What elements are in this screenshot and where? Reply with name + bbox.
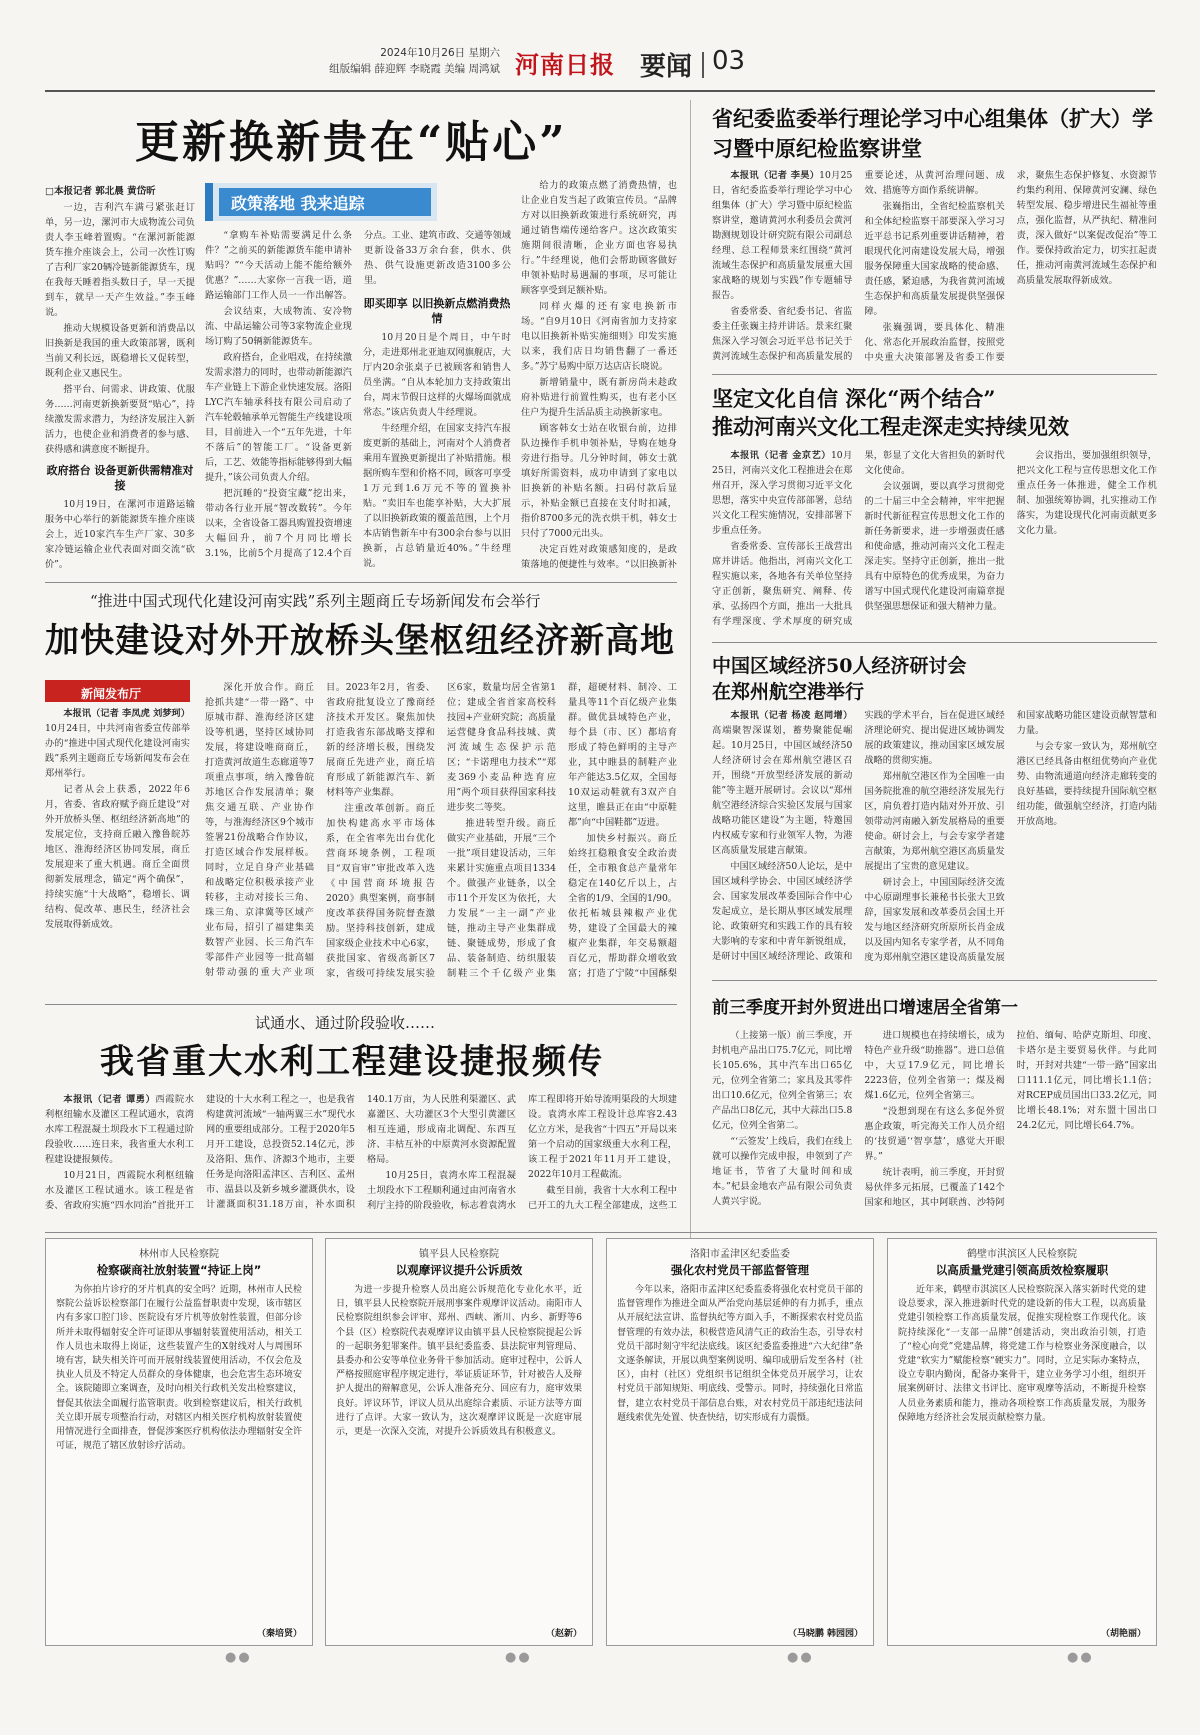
- paragraph: 今年以来，洛阳市孟津区纪委监委将强化农村党员干部的监督管理作为推进全面从严治党向基层延伸的有力抓手，重点从开展纪法宣讲、监督执纪等方面入手，不断探索农村党员监督管理的有效办法，积极营造风清气正的政治生态，引导农村党员干部时刻守牢纪法底线。该区纪委监委推进“六大纪律”条文逐条解读，开展以典型案例说明、编印成册后发至各村（社区），由村（社区）党组织书记组织全体党员开展学习，让农村党员干部知规矩、明底线、受警示。同时，持续强化日常监督，建立农村党员干部信息台账，对农村党员干部违纪违法问题线索优先处置、快查快结，切实形成有力震慑。: [617, 1285, 863, 1423]
- brief-box: [325, 1238, 593, 1646]
- brief-box: [606, 1238, 874, 1646]
- box-sign: （马晓鹏 韩园园）: [787, 1629, 863, 1639]
- paragraph: 决定百姓对政策感知度的，是政策落地的便捷性与效率。“以旧换新补: [521, 544, 677, 570]
- paragraph: 省委常委、宣传部长王战营出席并讲话。他指出，河南兴文化工程实施以来，各地各有关单位坚持守正创新，聚焦研究、阐释、传承、弘扬四个方面，推出一大批具有学理深度、学术厚度的研究成果，彰显了文化大省担负的新时代文化使命。: [712, 450, 1005, 627]
- paragraph: 省委常委、省纪委书记、省监委主任张巍主持并讲话。景来红聚焦深入学习领会习近平总书记关于黄河流域生态保护和高质量发展的重要论述，从黄河治理问题、成效、措施等方面作系统讲解。: [712, 170, 1005, 362]
- paragraph: 10月25日，河南兴文化工程推进会在郑州召开，深入学习贯彻习近平文化思想，落实中央宣传部部署，总结兴文化工程实施情况，安排部署下步重点任务。: [712, 450, 853, 536]
- art5-cols: [712, 448, 1157, 636]
- paragraph: 为进一步提升检察人员出庭公诉规范化专业化水平，近日，镇平县人民检察院开展刑事案件观摩评议活动。南阳市人民检察院组织参会评审、郑州、西峡、淅川、内乡、新野等6个县（区）检察院代表观摩评议由镇平县人民检察院提起公诉的一起职务犯罪案件。镇平县纪委监委、县法院审判管理局、县委办和公安等单位业务骨干参加活动。庭审过程中，公诉人严格按照庭审程序规定进行，举证质证环节，针对被告人及辩护人提出的辩解意见，公诉人准备充分、回应有力，庭审效果良好。评议环节，评议人员从出庭综合素质、示证方法等方面进行了点评。大家一致认为，这次观摩评议既是一次庭审展示，更是一次深入交流，对提升公诉质效具有积极意义。: [336, 1285, 582, 1438]
- paragraph: 高端聚智深谋划，蓄势聚能促崛起。10月25日，中国区域经济50人经济研讨会在郑州航空港区召开，围绕“开放型经济发展的新动能”等主题开展研讨。会议以“郑州航空港经济综合实验区发展与国家战略功能区建设”为主题，特邀国内权威专家和行业领军人物，为港区高质量发展建言献策。: [712, 725, 853, 856]
- dots-ornament: ●●: [505, 1650, 532, 1665]
- paragraph: 中国区域经济50人论坛，是中国区域科学协会、中国区域经济学会、国家发展改革委国际合作中心发起成立，是长期从事区域发展理论、政策研究和实践工作的具有较大影响的专家和中青年新锐组成，是研讨中国区域经济理论、政策和实践的学术平台，旨在促进区域经济理论研究、提出促进区域协调发展的政策建议，推动国家区域发展战略的贯彻实施。: [712, 710, 1005, 962]
- art3-cols: [45, 1092, 677, 1222]
- dots-ornament: ●●: [1067, 1650, 1094, 1665]
- paragraph: 郑州航空港区作为全国唯一由国务院批准的航空港经济发展先行区，肩负着打造内陆对外开放、引领带动河南融入新发展格局的重要使命。研讨会上，与会专家学者建言献策，为郑州航空港区高质量发展提出了宝贵的意见建议。: [864, 771, 1005, 872]
- art1-col3b: [363, 290, 511, 572]
- art1-title: 更新换新贵在“贴心”: [135, 117, 568, 168]
- paragraph: 为你拍片诊疗的牙片机真的安全吗？近期，林州市人民检察院公益诉讼检察部门在履行公益监督职责中发现，该市辖区内有多家口腔门诊、医院设有牙片机等放射性装置，但部分诊所并未取得辐射安全许可证即从事辐射装置使用活动，相关工作人员也未取得上岗证，这些装置产生的X射线对人与周围环境有害，缺失相关许可而开展射线装置使用活动，不仅会危及执业人员及不特定人员群众的身体健康，也会危害生态环境安全。该院随即立案调查，及时向相关行政机关发出检察建议，督促其依法全面履行监管职责。收到检察建议后，相关行政机关立即开展专项整治行动，对辖区内相关医疗机构放射装置使用情况进行全面排查，督促涉案医疗机构依法办理辐射安全许可证，规范了辖区放射诊疗活动。: [56, 1285, 302, 1452]
- paragraph: 给力的政策点燃了消费热情，也让企业自发当起了政策宣传员。“品牌方对以旧换新政策进行系统研究，再通过销售端传递给客户。这次政策实施期间很清晰，企业方面也容易执行。”牛经理说，他们会帮助顾客做好申领补贴时易遇漏的事项，尽可能让顾客享受到足额补贴。: [521, 180, 677, 296]
- paragraph: 深化开放合作。商丘抢抓共建“一带一路”、中原城市群、淮海经济区建设等机遇，坚持区域协同发展，将建设唯商商丘，打造黄河故道生态廊道等7项重点事项，纳入豫鲁皖苏地区合作发展清单；聚焦交通互联、产业协作等，与淮海经济区9个城市签署21份战略合作协议，打造区域合作发展样板。同时，立足自身产业基础和战略定位积极承接产业转移，主动对接长三角、珠三角、京津冀等区域产业布局，招引了福建集美数智产业园、长三角汽车零部件产业园等一批高辐射带动强的重大产业项目。2023年2月，省委、省政府批复设立了豫商经济技术开发区。聚焦加快打造我省东部战略支撑和新的经济增长极，围绕发展商丘先进产业，商丘培育形成了新能源汽车、新材料等产业集群。: [205, 682, 435, 978]
- paragraph: 10月25日，省纪委监委举行理论学习中心组集体（扩大）学习暨中原纪检监察讲堂，邀请黄河水利委员会黄河勘测规划设计研究院有限公司副总经理、总工程师景来红围绕“黄河流域生态保护和高质量发展重大国家战略的规划与实践”作专题辅导报告。: [712, 170, 853, 301]
- art5-title-2: 推动河南兴文化工程走深走实持续见效: [712, 414, 1069, 439]
- paragraph: 推进转型升级。商丘做实产业基础，开展“三个一批”项目建设活动，三年来累计实施重点项目1334个。做强产业链条，以全市11个开发区为依托，大力发展“一主一副”产业链，推动主导产业集群成链、聚链成势，形成了食品、装备制造、纺织服装制鞋三个千亿级产业集群，超硬材料、制冷、工量具等11个百亿级产业集群。做优县域特色产业，每个县（市、区）都培育形成了特色鲜明的主导产业，其中睢县的制鞋产业年产能达3.5亿双，全国每10双运动鞋就有3双产自这里，睢县正在由“中原鞋都”向“中国鞋都”迈进。: [447, 682, 677, 979]
- brief-box: [887, 1238, 1157, 1646]
- paragraph: 10月19日，在漯河市道路运输服务中心举行的新能源货车推介座谈会上，近10家汽车生产厂家、30多家冷链运输企业代表面对面交流“砍价”。: [45, 499, 195, 570]
- box-org: 洛阳市孟津区纪委监委: [690, 1249, 790, 1260]
- paragraph: “‘云签发’上线后，我们在线上就可以操作完成申报，申领到了产地证书，节省了大量时间和成本。”杞县金地农产品有限公司负责人黄兴宇说。: [712, 1136, 853, 1207]
- paragraph: 研讨会上，中国国际经济交流中心原副理事长兼秘书长张大卫致辞，国家发展和改革委员会国土开发与地区经济研究所原所长肖金成以及国内知名专家学者，从不同角度为郑州航空港区建设高质量发展和国家战略功能区建设贡献智慧和力量。: [864, 710, 1157, 963]
- box-sign: （胡艳丽）: [1100, 1629, 1146, 1639]
- art2-byline: 本报讯（记者 李凤虎 刘梦珂）: [63, 708, 190, 719]
- paragraph: 新增销量中，既有新房尚未趁政府补贴进行前置性购买，也有老小区住户为提升生活品质主动换新家电。: [521, 377, 677, 418]
- art6-byline: 本报讯（记者 杨凌 赵同增）: [730, 710, 853, 721]
- paragraph: “拿购车补贴需要满足什么条件？”之前买的新能源货车能申请补贴吗？”“今天活动上能不能给额外优惠？”……大家你一言我一语，道路运输部门工作人员一一作出解答。: [205, 230, 352, 301]
- art4-bottom-rule: [712, 374, 1157, 375]
- art4-byline: 本报讯（记者 李昊）: [730, 170, 820, 181]
- paragraph: 会议指出，要加强组织领导，把兴文化工程与宣传思想文化工作重点任务一体推进，健全工作机制、加强统筹协调，扎实推动工作落实，为建设现代化河南贡献更多文化力量。: [1016, 450, 1157, 536]
- art5-byline: 本报讯（记者 金京艺）: [730, 450, 831, 461]
- paragraph: 会议结束，大成物流、安冷物流、中晶运输公司等3家物流企业现场订购了50辆新能源货车。: [205, 306, 352, 347]
- tag-accent: [205, 183, 213, 221]
- brief-box: [45, 1238, 313, 1646]
- paragraph: 近年来，鹤壁市淇滨区人民检察院深入落实新时代党的建设总要求，深入推进新时代党的建设新的伟大工程，以高质量党建引领检察工作高质量发展，促推实现检察工作现代化。该院持续深化“一支部一品牌”创建活动，突出政治引领，打造了“检心向党”党建品牌，将党建工作与检察业务深度融合，以党建“软实力”赋能检察“硬实力”。同时，立足实际办案特点，设立专职内勤岗，配备办案骨干，建立业务学习小组，组织开展案例研讨、法律文书评比、庭审观摩等活动，不断提升检察人员业务素质和能力，推动各项检察工作高质量发展，为服务保障地方经济社会发展贡献检察力量。: [898, 1285, 1146, 1423]
- art1-col1: [45, 200, 195, 572]
- box-body: [607, 1283, 873, 1633]
- policy-tag: 政策落地 我来追踪: [231, 194, 365, 213]
- paragraph: 顾客韩女士站在收银台前，边排队边操作手机申领补贴，导购在她身旁进行指导。几分钟时间，韩女士就填好所需资料，成功申请到了家电以旧换新的补贴名额。扫码付款后显示，补贴金额已直接在支付时扣减，指价8700多元的洗衣烘干机，韩女士只付了7000元出头。: [521, 423, 677, 539]
- paragraph: 一边，吉利汽车满弓紧张赶订单，另一边，漯河市大成物流公司负责人李玉峰着置购。“在漯河新能源货车推介座谈会上，公司一次性订购了吉利厂家20辆冷链新能源货车，现在我每天睡着指头数日子，早一天提到车，就早一天产生效益。”李玉峰说。: [45, 202, 195, 318]
- paragraph: 记者从会上获悉，2022年6月，省委、省政府赋予商丘建设“对外开放桥头堡、枢纽经济新高地”的发展定位，支持商丘融入豫鲁皖苏地区、淮海经济区协同发展，商丘发展迎来了重大机遇。商丘全面贯彻新发展理念，锚定“两个确保”，持续实施“十大战略”，稳增长、调结构、促改革、惠民生，经济社会发展取得新成效。: [45, 784, 190, 930]
- box-title: 检察碳商社放射装置“持证上岗”: [96, 1263, 262, 1277]
- paragraph: 10月21日，西霞院水利枢纽输水及灌区工程试通水。该工程是省委、省政府实施“四水同治”首批开工建设的十大水利工程之一，也是我省构建黄河流域“一轴两翼三水”现代水网的重要组成部分。工程于2020年5月开工建设，总投资52.14亿元，涉及洛阳、焦作、济源3个地市，主要任务是向洛阳孟津区、吉利区、孟州市、温县以及新乡城乡灌溉供水，设计灌溉面积31.18万亩，补水面积140.1万亩，为人民胜利渠灌区、武嘉灌区、大功灌区3个大型引黄灌区相互连通，形成南北调配、东西互济、丰枯互补的中原黄河水资源配置格局。: [45, 1094, 516, 1211]
- art6-title-2: 在郑州航空港举行: [712, 681, 865, 703]
- paragraph: 政府搭台，企业唱戏，在持续激发需求潜力的同时，也带动新能源汽车产业链上下游企业快速发展。洛阳LYC汽车轴承科技有限公司启动了汽车轮毂轴承单元智能生产线建设项目，目前进入一个“五年先进，十年不落后”的智能工厂。“设备更新后，工艺、效能等指标能够得到大幅提升，”该公司负责人介绍。: [205, 352, 353, 483]
- paragraph: 10月24日，中共河南省委宣传部举办的“推进中国式现代化建设河南实践”系列主题商丘专场新闻发布会在郑州举行。: [45, 723, 190, 779]
- box-sign: （赵新）: [545, 1629, 582, 1639]
- art6-title-1: 中国区域经济50人经济研讨会: [712, 655, 967, 677]
- box-sign: （秦培贤）: [256, 1629, 302, 1639]
- box-body: [888, 1283, 1156, 1633]
- art3-byline: 本报讯（记者 谭勇）: [63, 1094, 156, 1105]
- editors-line: 组版编辑 薛迎辉 李晓霞 美编 周鸿斌: [329, 63, 500, 75]
- art1-subhead-2: 即买即享 以旧换新点燃消费热情: [363, 297, 511, 325]
- art1-subhead-1: 政府搭台 设备更新供需精准对接: [46, 464, 194, 492]
- paragraph: 同样火爆的还有家电换新市场。“自9月10日《河南省加力支持家电以旧换新补贴实施细则》印发实施以来，我们店日均销售翻了一番还多。”苏宁易购中原万达店店长晓说。: [521, 301, 677, 372]
- art7-title: 前三季度开封外贸进出口增速居全省第一: [712, 998, 1018, 1018]
- art6-cols: [712, 708, 1157, 968]
- issue-date: 2024年10月26日 星期六: [380, 47, 500, 59]
- box-body: [326, 1283, 592, 1633]
- paragraph: 推动大规模设备更新和消费品以旧换新是我国的重大政策部署，既利当前又利长远，既稳增长又促转型，既利企业又惠民生。: [45, 323, 195, 379]
- box-org: 鹤壁市淇滨区人民检察院: [967, 1249, 1077, 1260]
- paragraph: 10月25日，袁湾水库工程混凝土坝段水下工程顺利通过由河南省水利厅主持的阶段验收，标志着袁湾水库工程即将开始导流明渠段的大坝建设。袁湾水库工程设计总库容2.43亿立方米，是我省“十四五”开局以来第一个启动的国家级重大水利工程，该工程于2021年11月开工建设，2022年10月工程截流。: [367, 1094, 677, 1211]
- paragraph: 搭平台、问需求、讲政策、优服务……河南更新换新要贤“贴心”，持续激发需求潜力，为经济发展注入新活力，也使企业和消费者的参与感、获得感和满意度不断提升。: [45, 384, 195, 455]
- section-name: 要闻: [640, 52, 693, 82]
- paragraph: 注重改革创新。商丘加快构建高水平市场体系，在全省率先出台优化营商环境条例，工程项目“双盲审”审批改革入选《中国营商环境报告2020》典型案例，商事制度改革获得国务院督查激励。坚持科技创新，建成国家级企业技术中心6家，获批国家、省级高新区7家，省级可持续发展实验区6家，数量均居全省第1位；建成全省首家高校科技园+产业研究院；高质量运营健身食品科技城、黄河流域生态保护示范区；“卡诺理电力技术”“郑麦369小麦品种选育应用”两个项目获得国家科技进步奖二等奖。: [326, 682, 556, 979]
- header-rule: [45, 90, 1155, 92]
- box-body: [46, 1283, 312, 1633]
- box-org: 镇平县人民检察院: [419, 1249, 499, 1260]
- art5-title-1: 坚定文化自信 深化“两个结合”: [712, 386, 996, 411]
- header-divider: [702, 52, 704, 78]
- box-title: 以高质量党建引领高质效检察履职: [935, 1263, 1109, 1277]
- paragraph: 与会专家一致认为，郑州航空港区已经具备由枢纽优势向产业优势、由物流通道向经济走廊转变的良好基础，要持续提升国际航空枢纽功能，做强航空经济，打造内陆开放高地。: [1016, 741, 1157, 827]
- paragraph: 牛经理介绍，在国家支持汽车报废更新的基础上，河南对个人消费者乘用车置换更新提出了补贴措施。根据所购车型和价格不同，顾客可享受1万元到1.6万元不等的置换补贴。“卖旧车也能享补贴，大大扩展了以旧换新政策的覆盖范围，上个月本店销售新车中有300余台参与以旧换新，占总销量近40%。”牛经理说。: [363, 423, 511, 569]
- art2-bottom-rule: [45, 1004, 677, 1005]
- box-title: 强化农村党员干部监督管理: [671, 1263, 809, 1277]
- box-title: 以观摩评议提升公诉质效: [395, 1263, 523, 1277]
- art6-bottom-rule: [712, 980, 1157, 981]
- dots-ornament: ●●: [225, 1650, 252, 1665]
- dots-ornament: ●●: [787, 1650, 814, 1665]
- art4-title: 省纪委监委举行理论学习中心组集体（扩大）学习暨中原纪检监察讲堂: [712, 106, 1153, 161]
- policy-tag-box: [205, 183, 437, 221]
- box-org: 林州市人民检察院: [139, 1249, 219, 1260]
- paragraph: 西霞院水利枢纽输水及灌区工程试通水，袁湾水库工程混凝土坝段水下工程通过阶段验收……连日来，我省重大水利工程建设捷报频传。: [45, 1094, 194, 1165]
- paragraph: 张巍强调，要具体化、精准化、常态化开展政治监督，按照党中央重大决策部署及省委工作要求，聚焦生态保护修复、水资源节约集约利用、保障黄河安澜、绿色转型发展、稳步增进民生福祉等重点，强化监督，从严执纪、精准问责，深入做好“以案促改促治”等工作。要保持政治定力，切实扛起责任，推动河南黄河流域生态保护和高质量发展取得新成效。: [864, 170, 1157, 363]
- paragraph: （上接第一版）前三季度，开封机电产品出口75.7亿元，同比增长105.6%，其中汽车出口65亿元，位列全省第二；家具及其零件出口10.6亿元，位列全省第三；农产品出口8亿元，其中大蒜出口5.8亿元，位列全省第二。: [712, 1030, 853, 1131]
- paragraph: 把沉睡的“投资宝藏”挖出来，带动各行业开展“智改数转”。今年以来，全省设备工器具购置投资增速大幅回升，前7个月同比增长3.1%，比前5个月提高了12.4个百分点。工业、建筑市政、交通等领域更新设备33万余台套，供水、供热、供气设施更新改造3100多公里。: [205, 230, 511, 559]
- art2-kicker: “推进中国式现代化建设河南实践”系列主题商丘专场新闻发布会举行: [90, 592, 541, 610]
- paragraph: 张巍指出，全省纪检监察机关和全体纪检监察干部要深入学习习近平总书记系列重要讲话精神，着眼现代化河南建设发展大局，增强服务保障重大国家战略的使命感、责任感，紧迫感，为我省黄河流域生态保护和高质量发展提供坚强保障。: [864, 201, 1005, 317]
- paragraph: 统计表明，前三季度，开封贸易伙伴多元拓展，已覆盖了142个国家和地区，其中阿联酋、沙特阿拉伯、缅甸、哈萨克斯坦、印度、卡塔尔是主要贸易伙伴。与此同时，开封对共建“一带一路”国家出口111.1亿元，同比增长1.1倍；对RCEP成员国出口33.2亿元，同比增长48.1%；对东盟十国出口24.2亿元，同比增长64.7%。: [864, 1030, 1157, 1208]
- art3-kicker: 试通水、通过阶段验收……: [255, 1014, 436, 1032]
- art3-title: 我省重大水利工程建设捷报频传: [100, 1042, 604, 1082]
- paragraph: 加快乡村振兴。商丘始终扛稳粮食安全政治责任，全市粮食总产量常年稳定在140亿斤以上，占全省的1/9、全国的1/90。依托柘城县辣椒产业优势，建设了全国最大的辣椒产业集群，年交易额超百亿元，帮助群众增收致富；打造了宁陵“中国酥梨: [568, 833, 677, 979]
- news-release-tag: [45, 680, 190, 702]
- art2-title: 加快建设对外开放桥头堡枢纽经济新高地: [45, 621, 675, 661]
- paragraph: 10月20日是个周日，中午时分，走进郑州北亚迪双网旗舰店，大厅内20余张桌子已被顾客和销售人员坐满。“自从本轮加力支持政策出台，周末节假日这样的火爆场面就成常态。”该店负责人牛经理说。: [363, 332, 511, 418]
- paragraph: “没想到现在有这么多促外贸惠企政策，听完海关工作人员介绍的‘技贸通’‘智享慧’，感觉大开眼界。”: [864, 1106, 1005, 1162]
- boxes-top-rule: [45, 1232, 1157, 1233]
- art1-byline: □本报记者 郭北晨 黄岱昕: [45, 186, 156, 197]
- art7-cols: [712, 1028, 1157, 1222]
- art1-bottom-rule: [45, 582, 677, 583]
- paragraph: 会议强调，要以真学习贯彻党的二十届三中全会精神，牢牢把握新时代新征程宣传思想文化工作的新任务新要求，进一步增强责任感和使命感，推动河南兴文化工程走深走实。坚持守正创新，推出一批具有中原特色的优秀成果，为奋力谱写中国式现代化建设河南篇章提供坚强思想保证和强大精神力量。: [864, 481, 1005, 612]
- art2-col1: [45, 706, 190, 994]
- art5-bottom-rule: [712, 642, 1157, 643]
- news-release-label: 新闻发布厅: [81, 687, 142, 701]
- page-number: 03: [712, 46, 746, 76]
- art4-cols: [712, 168, 1157, 368]
- paragraph: 截至目前，我省十大水利工程中已开工的九大工程全部建成，这些工: [528, 1185, 677, 1211]
- masthead-logo: 河南日报: [515, 50, 615, 79]
- paragraph: 进口规模也在持续增长，成为特色产业升级“助推器”。进口总值中，大豆17.9亿元，同比增长2223倍，位列全省第一；煤及褐煤1.6亿元，位列全省第三。: [864, 1030, 1005, 1101]
- art2-cols: [205, 680, 677, 994]
